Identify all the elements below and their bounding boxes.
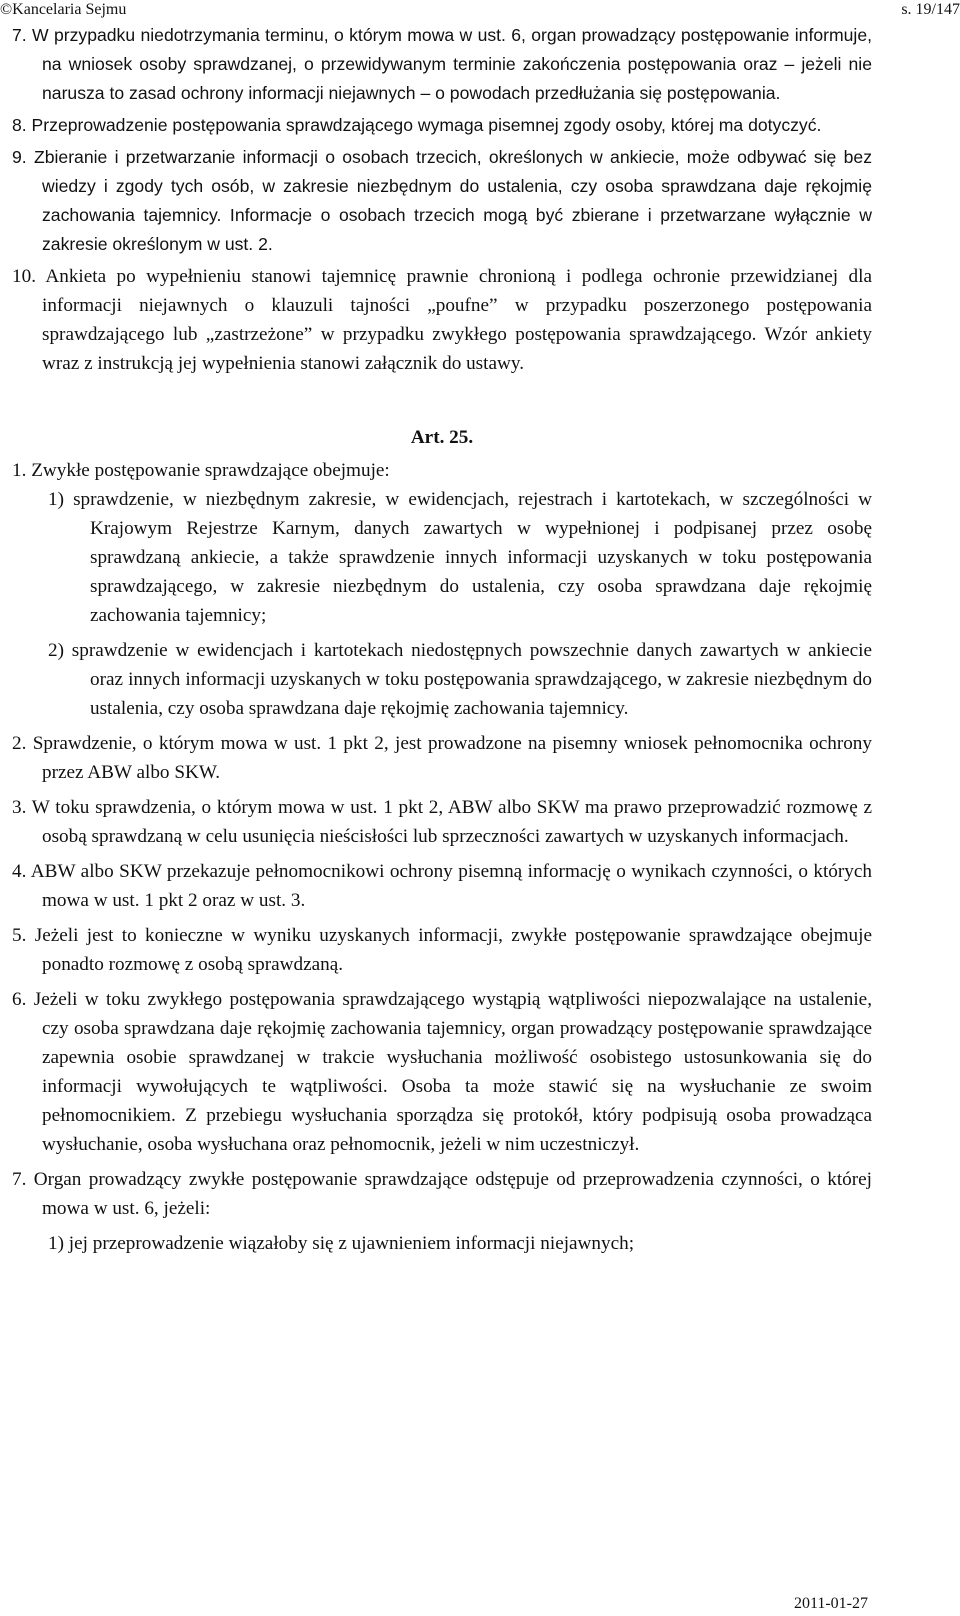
paragraph-9: 9. Zbieranie i przetwarzanie informacji o osobach trzecich, określonych w ankiecie, może odbywać się bez wiedzy i zgody tych osób, w zakresie niezbędnym do ustalenia, czy osoba sprawdzana daje rękojmię zachowania tajemnicy. Informacje o osobach trzecich mogą być zbierane i przetwarzane wyłącznie w zakresie określonym w ust. 2. xyxy=(12,147,872,254)
footer-date: 2011-01-27 xyxy=(793,1595,868,1612)
paragraph-10: 10. Ankieta po wypełnieniu stanowi tajemnicę prawnie chronioną i podlega ochronie przewidzianej dla informacji niejawnych o klauzuli tajności „poufne” w przypadku poszerzonego postępowania sprawdzającego lub „zastrzeżone” w przypadku zwykłego postępowania sprawdzającego. Wzór ankiety wraz z instrukcją jej wypełnienia stanowi załącznik do ustawy. xyxy=(12,266,872,374)
article-ust-1-point-1: 1) sprawdzenie, w niezbędnym zakresie, w ewidencjach, rejestrach i kartotekach, w szczególności w Krajowym Rejestrze Karnym, danych zawartych w wypełnionej i podpisanej przez osobę sprawdzaną ankiecie, a także sprawdzenie innych informacji uzyskanych w toku postępowania sprawdzającego, w zakresie niezbędnym do ustalenia, czy osoba sprawdzana daje rękojmię zachowania tajemnicy; xyxy=(48,489,872,626)
article-ust-2: 2. Sprawdzenie, o którym mowa w ust. 1 pkt 2, jest prowadzone na pisemny wniosek pełnomocnika ochrony przez ABW albo SKW. xyxy=(12,733,872,783)
paragraph-7: 7. W przypadku niedotrzymania terminu, o którym mowa w ust. 6, organ prowadzący postępowanie informuje, na wniosek osoby sprawdzanej, o przewidywanym terminie zakończenia postępowania oraz – jeżeli nie narusza to zasad ochrony informacji niejawnych – o powodach przedłużania się postępowania. xyxy=(12,25,872,103)
article-ust-1-point-2: 2) sprawdzenie w ewidencjach i kartotekach niedostępnych powszechnie danych zawartych w ankiecie oraz innych informacji uzyskanych w toku postępowania sprawdzającego, w zakresie niezbędnym do ustalenia, czy osoba sprawdzana daje rękojmię zachowania tajemnicy. xyxy=(48,640,872,719)
paragraph-8: 8. Przeprowadzenie postępowania sprawdzającego wymaga pisemnej zgody osoby, której ma dotyczyć. xyxy=(12,115,822,135)
header-source: ©Kancelaria Sejmu xyxy=(0,1,127,18)
article-ust-3: 3. W toku sprawdzenia, o którym mowa w ust. 1 pkt 2, ABW albo SKW ma prawo przeprowadzić rozmowę z osobą sprawdzaną w celu usunięcia nieścisłości lub sprzeczności zawartych w uzyskanych informacjach. xyxy=(12,797,872,847)
article-ust-4: 4. ABW albo SKW przekazuje pełnomocnikowi ochrony pisemną informację o wynikach czynności, o których mowa w ust. 1 pkt 2 oraz w ust. 3. xyxy=(12,861,872,911)
article-ust-7: 7. Organ prowadzący zwykłe postępowanie sprawdzające odstępuje od przeprowadzenia czynności, o której mowa w ust. 6, jeżeli: xyxy=(12,1169,872,1219)
article-title: Art. 25. xyxy=(410,427,474,448)
article-ust-5: 5. Jeżeli jest to konieczne w wyniku uzyskanych informacji, zwykłe postępowanie sprawdzające obejmuje ponadto rozmowę z osobą sprawdzaną. xyxy=(12,925,872,975)
article-ust-1: 1. Zwykłe postępowanie sprawdzające obejmuje: xyxy=(12,460,390,481)
article-ust-7-point-1: 1) jej przeprowadzenie wiązałoby się z ujawnieniem informacji niejawnych; xyxy=(48,1233,635,1254)
document-body xyxy=(12,21,872,1258)
article-ust-6: 6. Jeżeli w toku zwykłego postępowania sprawdzającego wystąpią wątpliwości niepozwalające na ustalenie, czy osoba sprawdzana daje rękojmię zachowania tajemnicy, organ prowadzący postępowanie sprawdzające zapewnia osobie sprawdzanej w trakcie wysłuchania możliwość osobistego ustosunkowania się do informacji wywołujących te wątpliwości. Osoba ta może stawić się na wysłuchanie ze swoim pełnomocnikiem. Z przebiegu wysłuchania sporządza się protokół, który podpisują osoba prowadząca wysłuchanie, osoba wysłuchana oraz pełnomocnik, jeżeli w nim uczestniczył. xyxy=(12,989,872,1155)
page-number: s. 19/147 xyxy=(901,1,960,18)
